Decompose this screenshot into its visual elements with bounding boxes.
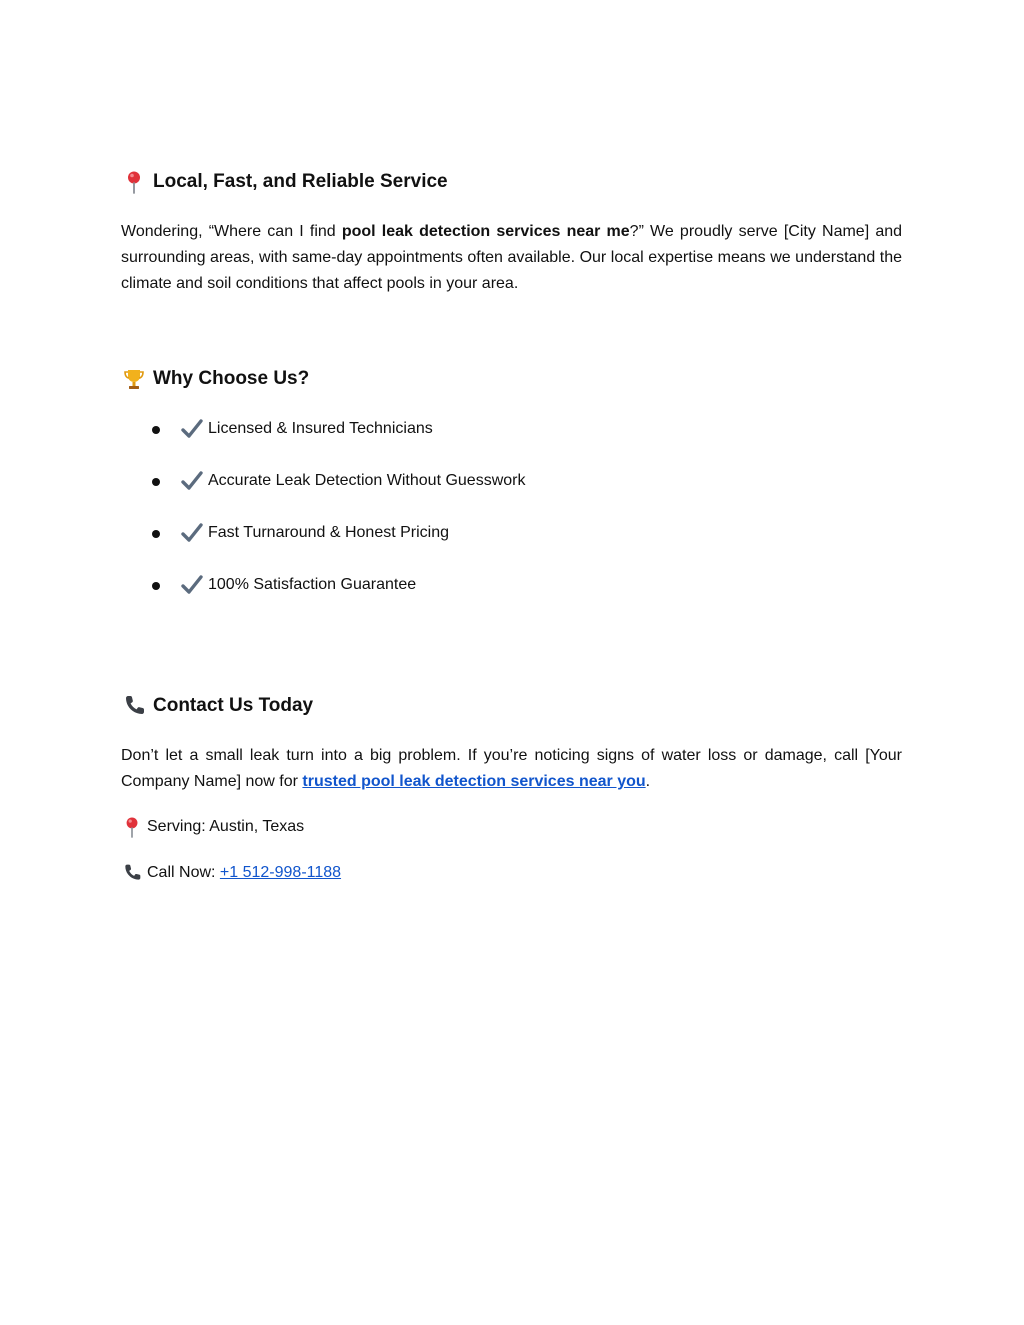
paragraph-text: Don’t let a small leak turn into a big problem. If you’re noticing signs of water loss or damage, call [Your Company Name] now for (121, 747, 902, 790)
check-icon (181, 418, 203, 440)
list-item-label: 100% Satisfaction Guarantee (208, 576, 417, 593)
phone-link[interactable]: +1 512-998-1188 (219, 864, 342, 881)
bullet-icon (152, 426, 160, 434)
section-title: Why Choose Us? (153, 368, 310, 389)
paragraph-text: Wondering, “Where can I find (121, 223, 342, 240)
list-item (121, 467, 902, 519)
services-link[interactable]: trusted pool leak detection services near you (302, 773, 646, 790)
bullet-icon (152, 530, 160, 538)
service-paragraph (121, 219, 902, 297)
phone-icon (121, 862, 143, 884)
bullet-icon (152, 478, 160, 486)
section-title: Local, Fast, and Reliable Service (153, 171, 448, 192)
section-heading-service (121, 170, 448, 194)
call-line (121, 861, 341, 885)
list-item (121, 571, 902, 623)
bullet-icon (152, 582, 160, 590)
check-icon (181, 522, 203, 544)
phone-icon (121, 694, 147, 718)
check-icon (181, 470, 203, 492)
paragraph-text: . (645, 773, 651, 790)
list-item-label: Accurate Leak Detection Without Guesswork (208, 472, 526, 489)
list-item (121, 415, 902, 467)
paragraph-bold-text: pool leak detection services near me (341, 223, 630, 240)
list-item (121, 519, 902, 571)
section-heading-why (121, 367, 309, 391)
call-label: Call Now: (147, 864, 220, 881)
pin-icon (121, 816, 143, 838)
list-item-label: Fast Turnaround & Honest Pricing (208, 524, 450, 541)
section-title: Contact Us Today (153, 695, 314, 716)
pin-icon (121, 170, 147, 194)
trophy-icon (121, 367, 147, 391)
section-heading-contact (121, 694, 313, 718)
list-item-label: Licensed & Insured Technicians (208, 420, 433, 437)
serving-line (121, 815, 304, 839)
paragraph-text: ?” We proudly serve [City Name] and surrounding areas, with same-day appointments often available. Our local expertise means we understand the climate and soil conditions that affect pools in your area. (121, 223, 903, 292)
check-icon (181, 574, 203, 596)
serving-label: Serving: Austin, Texas (147, 818, 305, 835)
features-list (121, 415, 902, 623)
contact-paragraph (121, 743, 902, 795)
